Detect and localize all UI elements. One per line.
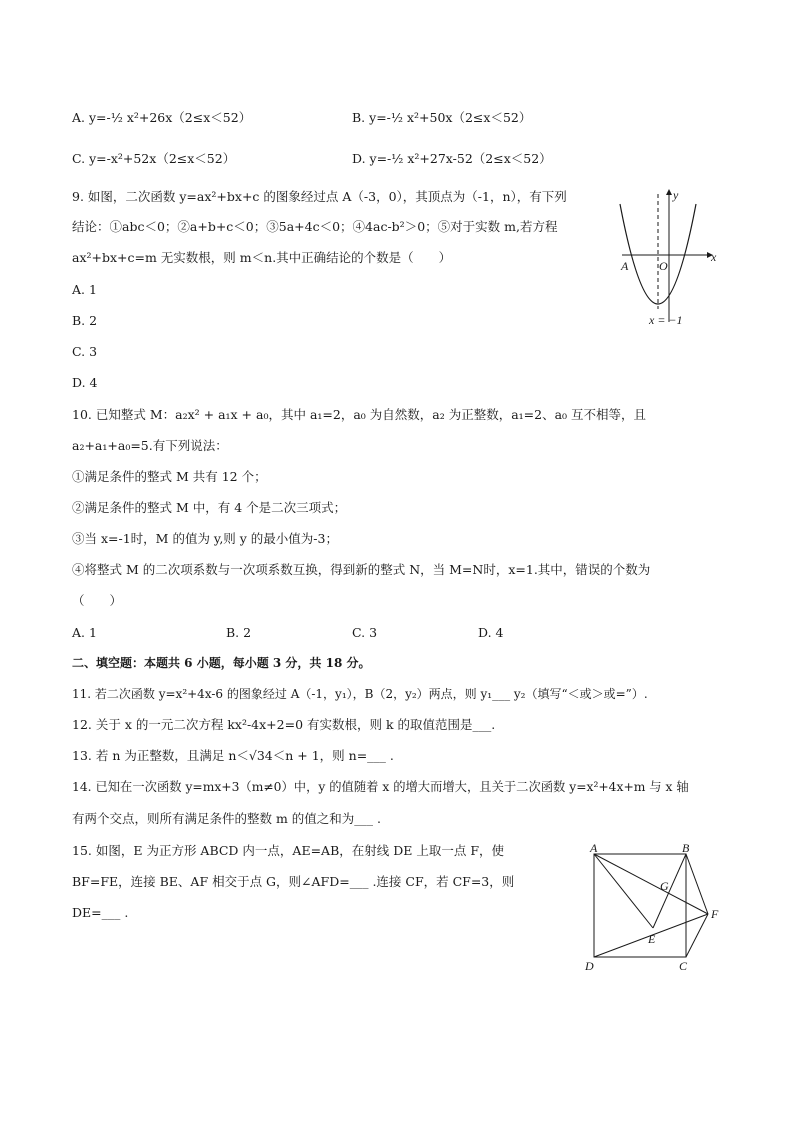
q14-line1: 14. 已知在一次函数 y=mx+3（m≠0）中，y 的值随着 x 的增大而增大，且关于二次函数 y=x²+4x+m 与 x 轴 [72, 780, 689, 794]
q10-statement-1: ①满足条件的整式 M 共有 12 个； [72, 469, 267, 484]
vertex-b-label: B [682, 841, 690, 855]
q15-line1: 15. 如图，E 为正方形 ABCD 内一点，AE=AB，在射线 DE 上取一点 F，使 [72, 843, 505, 858]
point-a-label: A [621, 259, 629, 273]
section-heading-fill-blank: 二、填空题：本题共 6 小题，每小题 3 分，共 18 分。 [72, 656, 371, 670]
q9-stem-line3: ax²+bx+c=m 无实数根，则 m＜n.其中正确结论的个数是（ ） [72, 250, 452, 265]
q10-statement-2: ②满足条件的整式 M 中，有 4 个是二次三项式； [72, 500, 347, 515]
segment-ae [594, 854, 653, 928]
q8-option-b: B. y=-½ x²+50x（2≤x＜52） [352, 110, 532, 125]
q10-option-a: A. 1 [72, 625, 97, 640]
vertex-a-label: A [590, 841, 598, 855]
q8-option-d: D. y=-½ x²+27x-52（2≤x＜52） [352, 151, 552, 166]
q10-option-c: C. 3 [352, 625, 378, 640]
point-e-label: E [648, 932, 656, 946]
origin-label: O [659, 259, 668, 273]
q15-square-figure [580, 840, 730, 975]
y-axis-label: y [673, 188, 679, 202]
q9-stem-line2: 结论：①abc＜0；②a+b+c＜0；③5a+4c＜0；④4ac-b²＞0；⑤对于实数 m,若方程 [72, 219, 558, 234]
q9-option-d: D. 4 [72, 375, 98, 390]
x-axis-label: x [711, 250, 717, 264]
q12-text: 12. 关于 x 的一元二次方程 kx²-4x+2=0 有实数根，则 k 的取值范围是___. [72, 717, 496, 732]
vertex-d-label: D [585, 959, 594, 973]
q10-stem-line2: a₂+a₁+a₀=5.有下列说法： [72, 438, 228, 453]
symmetry-axis-label: x = −1 [649, 313, 683, 327]
q10-statement-3: ③当 x=-1时，M 的值为 y,则 y 的最小值为-3； [72, 531, 338, 546]
point-f-label: F [711, 907, 719, 921]
q11-text: 11. 若二次函数 y=x²+4x-6 的图象经过 A（-1，y₁），B（2，y₂）两点，则 y₁___ y₂（填写“＜或＞或=”）. [72, 687, 648, 701]
segment-bf [686, 854, 708, 914]
q10-option-b: B. 2 [226, 625, 252, 640]
q8-option-a: A. y=-½ x²+26x（2≤x＜52） [72, 110, 252, 125]
point-g-label: G [660, 879, 669, 893]
q9-option-b: B. 2 [72, 313, 98, 328]
segment-af [594, 854, 708, 914]
q13-text: 13. 若 n 为正整数，且满足 n＜√34＜n + 1，则 n=___ . [72, 748, 394, 763]
q10-stem-line1: 10. 已知整式 M：a₂x² + a₁x + a₀，其中 a₁=2，a₀ 为自然数，a₂ 为正整数，a₁=2、a₀ 互不相等，且 [72, 407, 647, 422]
vertex-c-label: C [679, 959, 688, 973]
q9-option-a: A. 1 [72, 282, 97, 297]
q14-line2: 有两个交点，则所有满足条件的整数 m 的值之和为___ . [72, 811, 381, 826]
q10-option-d: D. 4 [478, 625, 504, 640]
q9-option-c: C. 3 [72, 344, 98, 359]
square-abcd [594, 854, 686, 957]
q10-answer-paren: （ ） [72, 593, 123, 608]
q9-parabola-figure [612, 182, 732, 332]
q9-stem-line1: 9. 如图，二次函数 y=ax²+bx+c 的图象经过点 A（-3，0），其顶点为（-1，n），有下列 [72, 189, 567, 204]
q15-line3: DE=___ . [72, 905, 129, 920]
q10-statement-4: ④将整式 M 的二次项系数与一次项系数互换，得到新的整式 N，当 M=N时，x=1.其中，错误的个数为 [72, 562, 651, 577]
q15-line2: BF=FE，连接 BE、AF 相交于点 G，则∠AFD=___ .连接 CF，若 CF=3，则 [72, 874, 515, 889]
q8-option-c: C. y=-x²+52x（2≤x＜52） [72, 151, 236, 166]
segment-be [653, 854, 686, 928]
segment-cf [686, 914, 708, 957]
